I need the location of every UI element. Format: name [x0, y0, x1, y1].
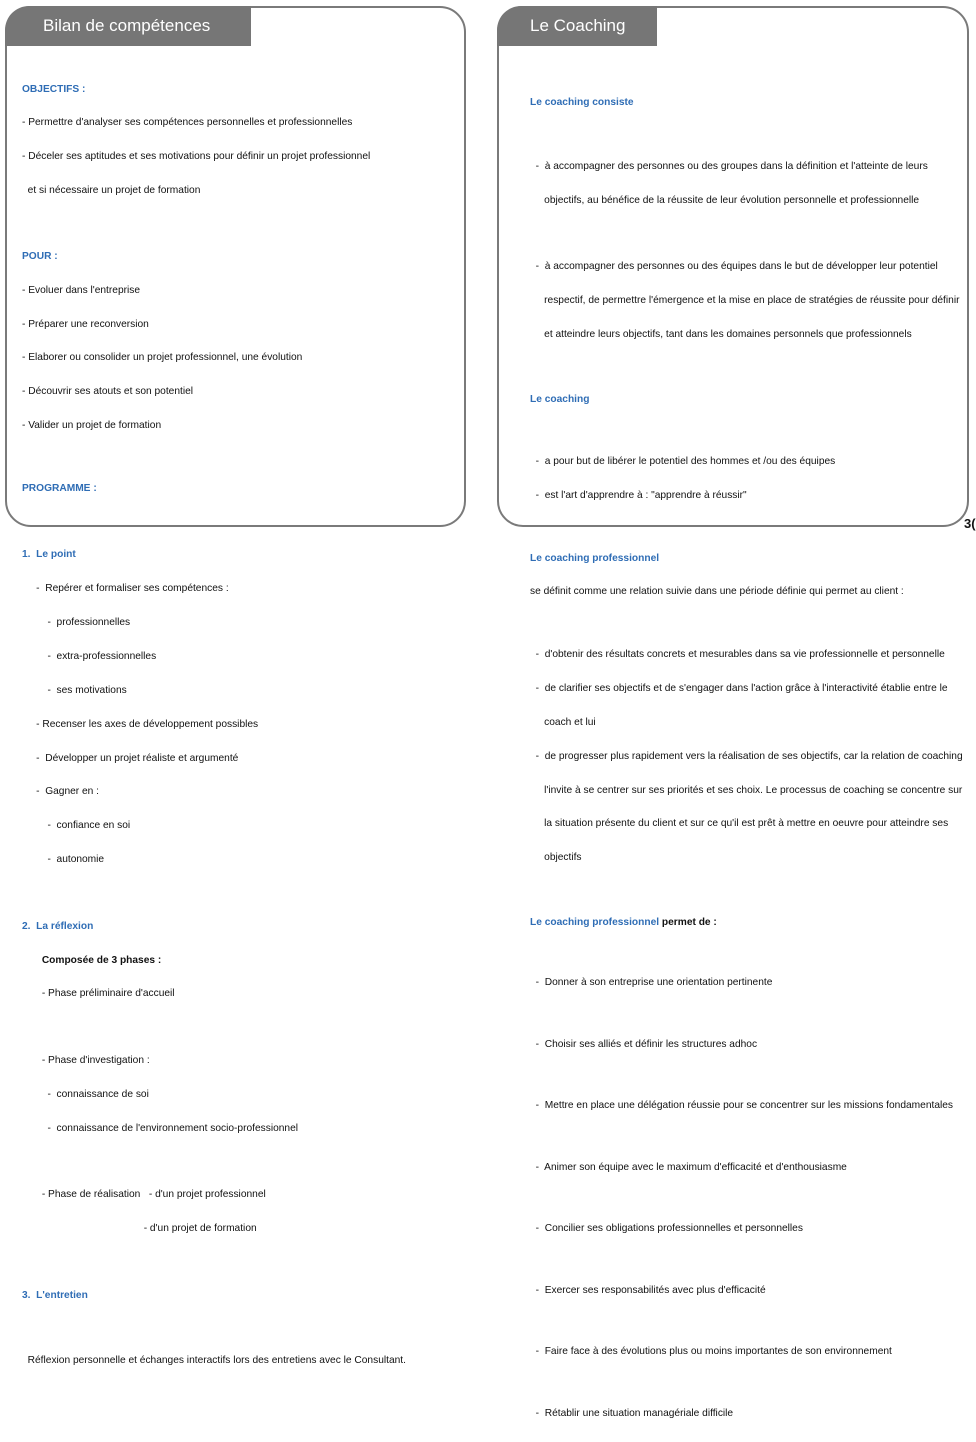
- coaching-line: - de progresser plus rapidement vers la réalisation de ses objectifs, car la relation de coaching: [530, 750, 963, 762]
- coaching-heading: Le coaching: [530, 393, 590, 405]
- coaching-card: [497, 6, 969, 1419]
- bilan-title-tab: Bilan de compétences: [5, 6, 251, 46]
- coaching-line: objectifs: [530, 852, 582, 864]
- coaching-content: [530, 74, 963, 1442]
- pour-line: - Découvrir ses atouts et son potentiel: [22, 386, 194, 398]
- pour-line: - Evoluer dans l'entreprise: [22, 284, 141, 296]
- coaching-line: l'invite à se centrer sur ses priorités et ses choix. Le processus de coaching se concentre sur: [530, 784, 963, 796]
- coaching-benefit: - Concilier ses obligations professionnelles et personnelles: [530, 1223, 803, 1235]
- coaching-title-tab: Le Coaching: [497, 6, 657, 46]
- coaching-pro-heading: Le coaching professionnel: [530, 552, 660, 564]
- point-line: - Développer un projet réaliste et argumenté: [22, 752, 239, 764]
- coaching-line: - a pour but de libérer le potentiel des hommes et /ou des équipes: [530, 456, 836, 468]
- coaching-line: - d'obtenir des résultats concrets et mesurables dans sa vie professionnelle et personnelle: [530, 648, 945, 660]
- coaching-benefit: - Exercer ses responsabilités avec plus d'efficacité: [530, 1284, 766, 1296]
- point-line: - Recenser les axes de développement possibles: [22, 718, 259, 730]
- pour-line: - Elaborer ou consolider un projet professionnel, une évolution: [22, 352, 303, 364]
- point-line: - extra-professionnelles: [22, 650, 157, 662]
- point-line: - confiance en soi: [22, 820, 131, 832]
- objectif-line: - Permettre d'analyser ses compétences personnelles et professionnelles: [22, 117, 353, 129]
- pour-line: - Préparer une reconversion: [22, 318, 149, 330]
- reflexion-line: - Phase de réalisation - d'un projet professionnel: [22, 1189, 266, 1201]
- point-line: - Gagner en :: [22, 786, 100, 798]
- reflexion-subheading: Composée de 3 phases :: [22, 954, 162, 966]
- coaching-line: respectif, de permettre l'émergence et la mise en place de stratégies de réussite pour définir: [530, 295, 960, 307]
- coaching-benefit: - Choisir ses alliés et définir les structures adhoc: [530, 1038, 758, 1050]
- coaching-line: - de clarifier ses objectifs et de s'engager dans l'action grâce à l'interactivité établie entre le: [530, 682, 948, 694]
- coaching-pro-permet-heading: Le coaching professionnel: [530, 916, 660, 928]
- coaching-line: coach et lui: [530, 716, 596, 728]
- point-heading: 1. Le point: [22, 549, 76, 561]
- pour-line: - Valider un projet de formation: [22, 420, 162, 432]
- page-number: 3(: [964, 516, 976, 531]
- coaching-benefit: - Animer son équipe avec le maximum d'efficacité et d'enthousiasme: [530, 1161, 847, 1173]
- point-line: - Repérer et formaliser ses compétences :: [22, 583, 229, 595]
- coaching-benefit: - Mettre en place une délégation réussie pour se concentrer sur les missions fondamentales: [530, 1100, 954, 1112]
- bilan-content: [22, 61, 406, 1389]
- coaching-benefit: - Faire face à des évolutions plus ou moins importantes de son environnement: [530, 1346, 892, 1358]
- reflexion-line: - d'un projet de formation: [22, 1223, 257, 1235]
- reflexion-line: - Phase préliminaire d'accueil: [22, 988, 175, 1000]
- objectifs-heading: OBJECTIFS :: [22, 83, 86, 95]
- reflexion-line: - connaissance de soi: [22, 1088, 149, 1100]
- pour-heading: POUR :: [22, 250, 58, 262]
- entretien-text: Réflexion personnelle et échanges interactifs lors des entretiens avec le Consultant.: [22, 1355, 406, 1367]
- point-line: - autonomie: [22, 854, 105, 866]
- reflexion-line: - connaissance de l'environnement socio-professionnel: [22, 1122, 299, 1134]
- coaching-consiste-heading: Le coaching consiste: [530, 96, 634, 108]
- coaching-line: et atteindre leurs objectifs, tant dans les domaines personnels que professionnels: [530, 329, 912, 341]
- coaching-line: - est l'art d'apprendre à : "apprendre à réussir": [530, 490, 747, 502]
- coaching-line: - à accompagner des personnes ou des groupes dans la définition et l'atteinte de leurs: [530, 161, 928, 173]
- reflexion-heading: 2. La réflexion: [22, 920, 94, 932]
- programme-heading: PROGRAMME :: [22, 482, 97, 494]
- coaching-line: - à accompagner des personnes ou des équipes dans le but de développer leur potentiel: [530, 261, 938, 273]
- reflexion-line: - Phase d'investigation :: [22, 1054, 150, 1066]
- coaching-pro-permet-suffix: permet de :: [659, 916, 717, 928]
- coaching-pro-intro: se définit comme une relation suivie dans une période définie qui permet au client :: [530, 586, 904, 598]
- coaching-line: objectifs, au bénéfice de la réussite de leur évolution personnelle et professionnelle: [530, 194, 920, 206]
- coaching-benefit: - Rétablir une situation managériale difficile: [530, 1407, 734, 1419]
- bilan-card: [5, 6, 466, 1367]
- point-line: - ses motivations: [22, 684, 127, 696]
- coaching-benefit: - Donner à son entreprise une orientation pertinente: [530, 977, 773, 989]
- coaching-pro-permet-line: [530, 917, 963, 928]
- objectif-line: - Déceler ses aptitudes et ses motivations pour définir un projet professionnel: [22, 151, 371, 163]
- entretien-heading: 3. L'entretien: [22, 1289, 88, 1301]
- coaching-line: la situation présente du client et sur ce qu'il est prêt à mettre en oeuvre pour atteindre ses: [530, 818, 949, 830]
- point-line: - professionnelles: [22, 616, 131, 628]
- objectif-line: et si nécessaire un projet de formation: [22, 185, 201, 197]
